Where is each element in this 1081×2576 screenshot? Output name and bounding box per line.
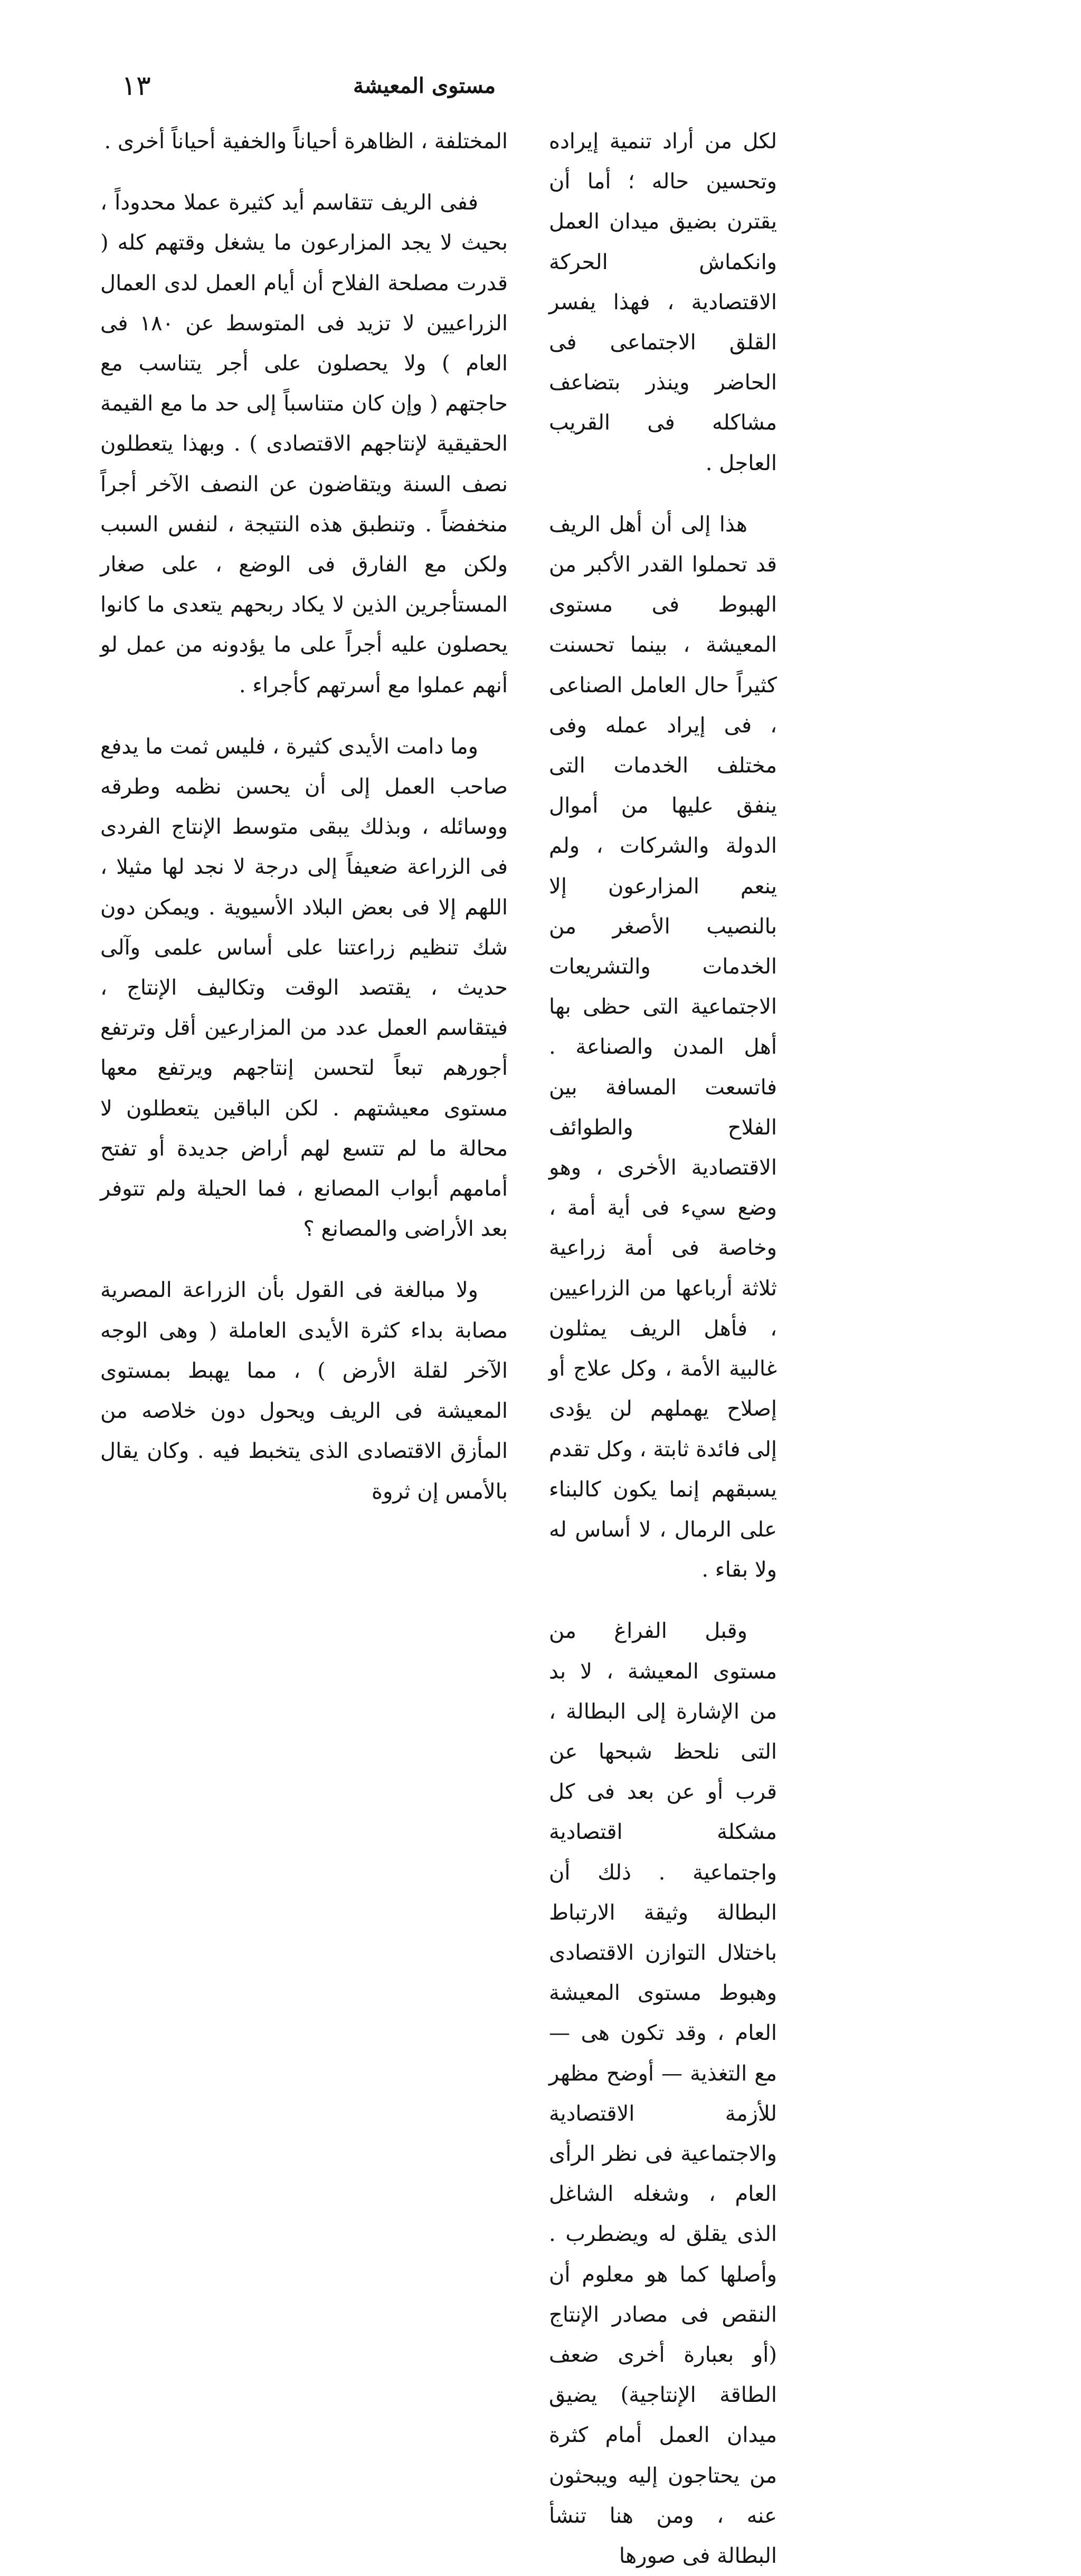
paragraph: وما دامت الأيدى كثيرة ، فليس ثمت ما يدفع صاحب العمل إلى أن يحسن نظمه وطرقه ووسائله ، وبذلك يبقى متوسط الإنتاج الفردى فى الزراعة ضعيفاً إلى درجة لا نجد لها مثيلا ، اللهم إلا فى بعض البلاد الأسيوية . ويمكن دون شك تنظيم زراعتنا على أساس علمى وآلى حديث ، يقتصد الوقت وتكاليف الإنتاج ، فيتقاسم العمل عدد من المزارعين أقل وترتفع أجورهم تبعاً لتحسن إنتاجهم ويرتفع معها مستوى معيشتهم . لكن الباقين يتعطلون لا محالة ما لم تتسع لهم أراض جديدة أو تفتح أمامهم أبواب المصانع ، فما الحيلة ولم تتوفر بعد الأراضى والمصانع ؟ (100, 734, 508, 1242)
paragraph: ففى الريف تتقاسم أيد كثيرة عملا محدوداً ، بحيث لا يجد المزارعون ما يشغل وقتهم كله ( قدرت مصلحة الفلاح أن أيام العمل لدى العمال الزراعيين لا تزيد فى المتوسط عن ١٨٠ فى العام ) ولا يحصلون على أجر يتناسب مع حاجتهم ( وإن كان متناسباً إلى حد ما مع القيمة الحقيقية لإنتاجهم الاقتصادى ) . وبهذا يتعطلون نصف السنة ويتقاضون عن النصف الآخر أجراً منخفضاً . وتنطبق هذه النتيجة ، لنفس السبب ولكن مع الفارق فى الوضع ، على صغار المستأجرين الذين لا يكاد ربحهم يتعدى ما كانوا يحصلون عليه أجراً على ما يؤدونه من عمل لو أنهم عملوا مع أسرتهم كأجراء . (100, 190, 508, 698)
running-title: مستوى المعيشة (353, 73, 496, 98)
paragraph: ولا مبالغة فى القول بأن الزراعة المصرية مصابة بداء كثرة الأيدى العاملة ( وهى الوجه الآخر لقلة الأرض ) ، مما يهبط بمستوى المعيشة فى الريف ويحول دون خلاصه من المأزق الاقتصادى الذى يتخبط فيه . وكان يقال بالأمس إن ثروة (100, 1278, 508, 1504)
right-text-column (549, 121, 777, 2576)
paragraph: المختلفة ، الظاهرة أحياناً والخفية أحياناً أخرى . (104, 129, 508, 154)
running-header (121, 62, 770, 110)
paragraph: لكل من أراد تنمية إيراده وتحسين حاله ؛ أما أن يقترن بضيق ميدان العمل وانكماش الحركة الاقتصادية ، فهذا يفسر القلق الاجتماعى فى الحاضر وينذر بتضاعف مشاكله فى القريب العاجل . (549, 129, 777, 475)
paragraph: وقبل الفراغ من مستوى المعيشة ، لا بد من الإشارة إلى البطالة ، التى نلحظ شبحها عن قرب أو عن بعد فى كل مشكلة اقتصادية واجتماعية . ذلك أن البطالة وثيقة الارتباط باختلال التوازن الاقتصادى وهبوط مستوى المعيشة العام ، وقد تكون هى — مع التغذية — أوضح مظهر للأزمة الاقتصادية والاجتماعية فى نظر الرأى العام ، وشغله الشاغل الذى يقلق له ويضطرب . وأصلها كما هو معلوم أن النقص فى مصادر الإنتاج (أو بعبارة أخرى ضعف الطاقة الإنتاجية) يضيق ميدان العمل أمام كثرة من يحتاجون إليه ويبحثون عنه ، ومن هنا تنشأ البطالة فى صورها (549, 1619, 777, 2568)
left-text-column (100, 121, 508, 1512)
page-number: ١٣ (121, 70, 151, 102)
paragraph: هذا إلى أن أهل الريف قد تحملوا القدر الأكبر من الهبوط فى مستوى المعيشة ، بينما تحسنت كثيراً حال العامل الصناعى ، فى إيراد عمله وفى مختلف الخدمات التى ينفق عليها من أموال الدولة والشركات ، ولم ينعم المزارعون إلا بالنصيب الأصغر من الخدمات والتشريعات الاجتماعية التى حظى بها أهل المدن والصناعة . فاتسعت المسافة بين الفلاح والطوائف الاقتصادية الأخرى ، وهو وضع سيء فى أية أمة ، وخاصة فى أمة زراعية ثلاثة أرباعها من الزراعيين ، فأهل الريف يمثلون غالبية الأمة ، وكل علاج أو إصلاح يهملهم لن يؤدى إلى فائدة ثابتة ، وكل تقدم يسبقهم إنما يكون كالبناء على الرمال ، لا أساس له ولا بقاء . (549, 512, 777, 1582)
